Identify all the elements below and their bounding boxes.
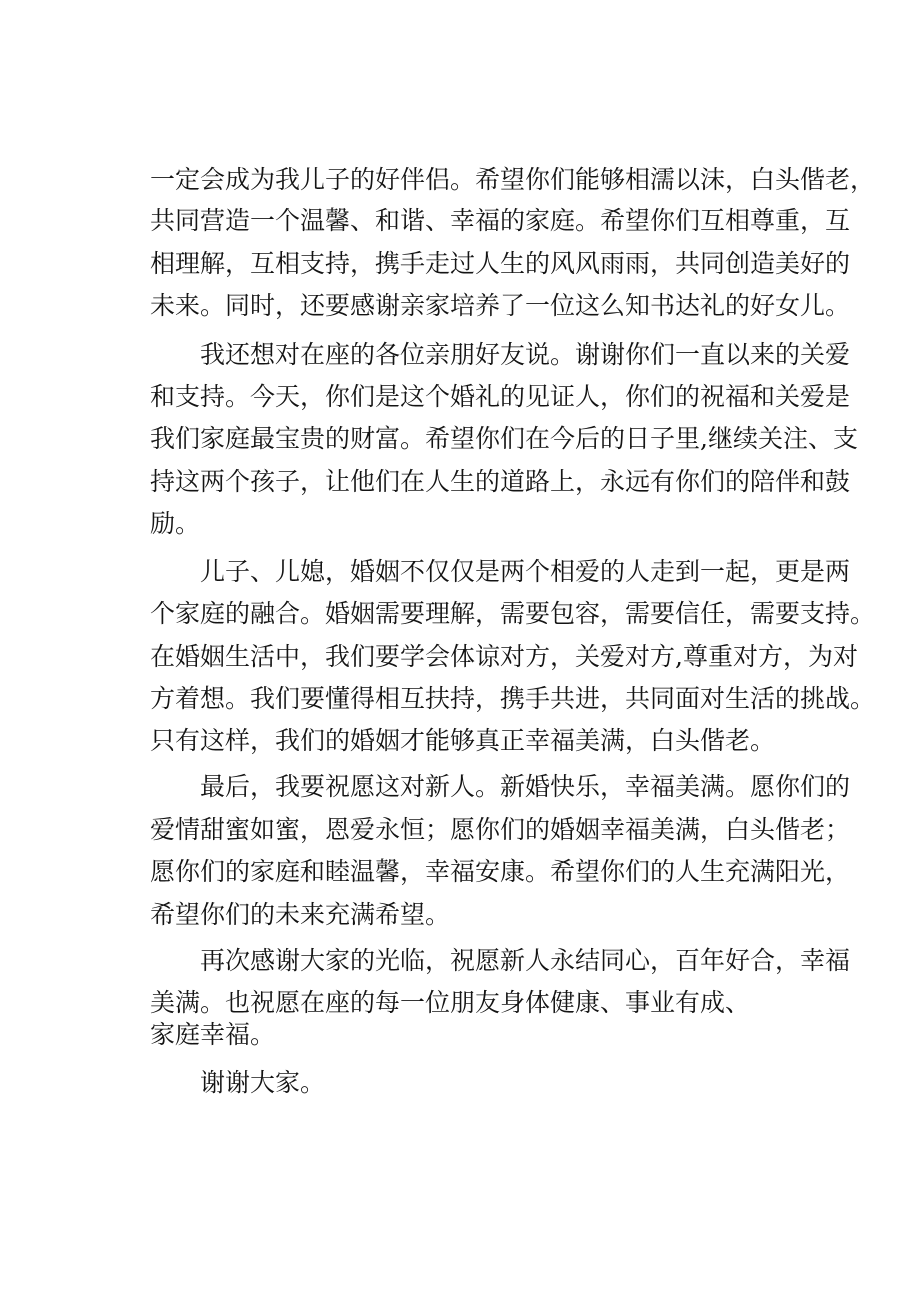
paragraph-line: 共同营造一个温馨、和谐、幸福的家庭。希望你们互相尊重，互: [150, 206, 851, 235]
paragraph-line: 最后，我要祝愿这对新人。新婚快乐，幸福美满。愿你们的: [200, 772, 851, 801]
paragraph-line: 美满。也祝愿在座的每一位朋友身体健康、事业有成、: [150, 988, 751, 1017]
paragraph-line: 爱情甜蜜如蜜，恩爱永恒；愿你们的婚姻幸福美满，白头偕老；: [150, 815, 851, 844]
paragraph-line: 只有这样，我们的婚姻才能够真正幸福美满，白头偕老。: [150, 726, 776, 755]
paragraph-line: 和支持。今天，你们是这个婚礼的见证人，你们的祝福和关爱是: [150, 382, 851, 411]
paragraph-line: 持这两个孩子，让他们在人生的道路上，永远有你们的陪伴和鼓: [150, 467, 851, 496]
paragraph-line: 儿子、儿媳，婚姻不仅仅是两个相爱的人走到一起，更是两: [200, 557, 851, 586]
paragraph-line: 我还想对在座的各位亲朋好友说。谢谢你们一直以来的关爱: [200, 340, 851, 369]
paragraph-line: 希望你们的未来充满希望。: [150, 900, 451, 929]
paragraph-line: 再次感谢大家的光临，祝愿新人永结同心，百年好合，幸福: [200, 946, 851, 975]
paragraph-line: 谢谢大家。: [200, 1068, 326, 1097]
paragraph-line: 未来。同时，还要感谢亲家培养了一位这么知书达礼的好女儿。: [150, 291, 851, 320]
paragraph-line: 相理解，互相支持，携手走过人生的风风雨雨，共同创造美好的: [150, 249, 851, 278]
paragraph-line: 我们家庭最宝贵的财富。希望你们在今后的日子里,继续关注、支: [150, 424, 858, 453]
paragraph-line: 个家庭的融合。婚姻需要理解，需要包容，需要信任，需要支持。: [150, 599, 876, 628]
paragraph-line: 励。: [150, 509, 201, 538]
paragraph-line: 一定会成为我儿子的好伴侣。希望你们能够相濡以沫，白头偕老，: [150, 165, 876, 194]
paragraph-line: 在婚姻生活中，我们要学会体谅对方，关爱对方,尊重对方，为对: [150, 642, 858, 671]
paragraph-line: 家庭幸福。: [150, 1020, 276, 1049]
paragraph-line: 愿你们的家庭和睦温馨，幸福安康。希望你们的人生充满阳光，: [150, 857, 851, 886]
paragraph-line: 方着想。我们要懂得相互扶持，携手共进，共同面对生活的挑战。: [150, 684, 876, 713]
